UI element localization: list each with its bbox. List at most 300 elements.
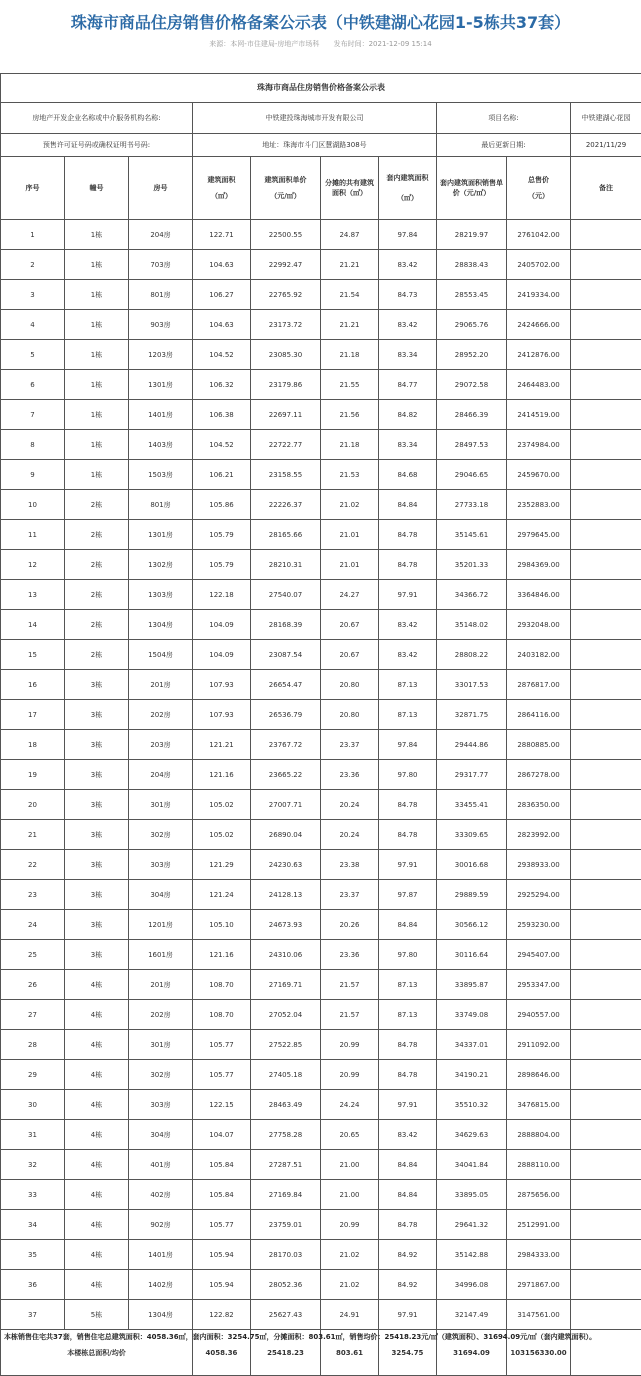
table-cell: 121.21 (193, 730, 251, 760)
table-cell: 21.54 (321, 280, 379, 310)
table-cell: 20.67 (321, 610, 379, 640)
table-cell: 15 (1, 640, 65, 670)
table-cell: 11 (1, 520, 65, 550)
table-cell: 30566.12 (437, 910, 507, 940)
table-row (1, 1030, 641, 1060)
table-cell: 21.02 (321, 1240, 379, 1270)
table-cell: 4栋 (65, 1150, 129, 1180)
table-row (1, 1090, 641, 1120)
table-row (1, 940, 641, 970)
table-cell: 23767.72 (251, 730, 321, 760)
table-cell: 28210.31 (251, 550, 321, 580)
table-cell: 22765.92 (251, 280, 321, 310)
table-cell: 87.13 (379, 700, 437, 730)
table-cell: 84.78 (379, 820, 437, 850)
table-cell: 21.01 (321, 520, 379, 550)
table-cell: 4栋 (65, 1000, 129, 1030)
table-cell: 23.36 (321, 940, 379, 970)
table-cell: 84.78 (379, 550, 437, 580)
table-cell: 3栋 (65, 850, 129, 880)
table-cell: 87.13 (379, 670, 437, 700)
table-cell: 105.94 (193, 1270, 251, 1300)
table-cell: 304房 (129, 1120, 193, 1150)
table-cell: 2932048.00 (507, 610, 571, 640)
remark-cell (571, 1180, 641, 1210)
table-cell: 202房 (129, 700, 193, 730)
header-total-unit: （元） (509, 191, 568, 201)
table-cell: 83.42 (379, 1120, 437, 1150)
remark-cell (571, 580, 641, 610)
remark-cell (571, 970, 641, 1000)
table-cell: 97.87 (379, 880, 437, 910)
table-cell: 84.92 (379, 1270, 437, 1300)
table-cell: 27540.07 (251, 580, 321, 610)
remark-cell (571, 1210, 641, 1240)
table-cell: 23085.30 (251, 340, 321, 370)
table-row (1, 1180, 641, 1210)
table-cell: 23 (1, 880, 65, 910)
table-row (1, 1210, 641, 1240)
table-cell: 97.84 (379, 220, 437, 250)
table-cell: 1504房 (129, 640, 193, 670)
summary-inner-area: 3254.75 (379, 1330, 437, 1376)
table-row (1, 220, 641, 250)
table-cell: 34041.84 (437, 1150, 507, 1180)
table-cell: 3栋 (65, 730, 129, 760)
table-cell: 1601房 (129, 940, 193, 970)
table-cell: 105.79 (193, 520, 251, 550)
table-cell: 1 (1, 220, 65, 250)
table-cell: 22697.11 (251, 400, 321, 430)
permit-label: 预售许可证号码或确权证明书号码: (1, 134, 193, 157)
table-cell: 2888804.00 (507, 1120, 571, 1150)
table-cell: 105.94 (193, 1240, 251, 1270)
header-room: 房号 (129, 157, 193, 220)
table-cell: 122.82 (193, 1300, 251, 1330)
table-cell: 2938933.00 (507, 850, 571, 880)
table-cell: 28463.49 (251, 1090, 321, 1120)
table-cell: 84.73 (379, 280, 437, 310)
remark-cell (571, 430, 641, 460)
table-cell: 31 (1, 1120, 65, 1150)
table-cell: 105.84 (193, 1150, 251, 1180)
table-cell: 105.77 (193, 1030, 251, 1060)
table-cell: 97.91 (379, 580, 437, 610)
table-cell: 28952.20 (437, 340, 507, 370)
table-row (1, 1240, 641, 1270)
table-cell: 23158.55 (251, 460, 321, 490)
table-cell: 20.99 (321, 1210, 379, 1240)
table-cell: 1栋 (65, 400, 129, 430)
table-cell: 16 (1, 670, 65, 700)
table-cell: 6 (1, 370, 65, 400)
table-cell: 3364846.00 (507, 580, 571, 610)
table-cell: 2栋 (65, 550, 129, 580)
header-area-unit: （㎡） (195, 191, 248, 201)
table-cell: 1栋 (65, 310, 129, 340)
remark-cell (571, 520, 641, 550)
remark-cell (571, 850, 641, 880)
table-cell: 33309.65 (437, 820, 507, 850)
remark-cell (571, 700, 641, 730)
table-cell: 32 (1, 1150, 65, 1180)
table-cell: 23.37 (321, 730, 379, 760)
table-cell: 9 (1, 460, 65, 490)
table-cell: 121.16 (193, 760, 251, 790)
header-unit-price (251, 157, 321, 220)
table-cell: 2459670.00 (507, 460, 571, 490)
table-cell: 2911092.00 (507, 1030, 571, 1060)
table-cell: 97.91 (379, 850, 437, 880)
table-cell: 13 (1, 580, 65, 610)
table-cell: 23.36 (321, 760, 379, 790)
table-row (1, 520, 641, 550)
table-cell: 1401房 (129, 400, 193, 430)
table-cell: 19 (1, 760, 65, 790)
table-cell: 2593230.00 (507, 910, 571, 940)
table-cell: 23.37 (321, 880, 379, 910)
table-row (1, 340, 641, 370)
table-cell: 36 (1, 1270, 65, 1300)
summary-total: 103156330.00 (507, 1330, 571, 1376)
table-cell: 4栋 (65, 970, 129, 1000)
table-cell: 23087.54 (251, 640, 321, 670)
project-label: 项目名称: (437, 103, 571, 134)
address-value: 地址：珠海市斗门区慧湖路308号 (193, 134, 437, 157)
table-cell: 402房 (129, 1180, 193, 1210)
table-cell: 1栋 (65, 340, 129, 370)
table-cell: 2栋 (65, 490, 129, 520)
remark-cell (571, 550, 641, 580)
table-cell: 3栋 (65, 880, 129, 910)
table-cell: 32871.75 (437, 700, 507, 730)
header-total (507, 157, 571, 220)
table-cell: 24128.13 (251, 880, 321, 910)
table-cell: 84.82 (379, 400, 437, 430)
table-cell: 1201房 (129, 910, 193, 940)
table-cell: 2栋 (65, 580, 129, 610)
remark-cell (571, 1060, 641, 1090)
summary-unit-price: 25418.23 (251, 1330, 321, 1376)
table-cell: 97.80 (379, 940, 437, 970)
header-shared: 分摊的共有建筑面积（㎡） (321, 157, 379, 220)
remark-cell (571, 940, 641, 970)
table-cell: 22500.55 (251, 220, 321, 250)
table-cell: 703房 (129, 250, 193, 280)
table-cell: 84.92 (379, 1240, 437, 1270)
remark-cell (571, 490, 641, 520)
table-cell: 84.77 (379, 370, 437, 400)
table-cell: 2405702.00 (507, 250, 571, 280)
table-row (1, 700, 641, 730)
project-value: 中铁建湖心花园 (571, 103, 641, 134)
table-row (1, 970, 641, 1000)
table-cell: 24673.93 (251, 910, 321, 940)
table-row (1, 910, 641, 940)
remark-cell (571, 730, 641, 760)
table-cell: 105.10 (193, 910, 251, 940)
table-cell: 22 (1, 850, 65, 880)
table-cell: 20.67 (321, 640, 379, 670)
remark-cell (571, 1000, 641, 1030)
table-row (1, 490, 641, 520)
table-cell: 1203房 (129, 340, 193, 370)
table-cell: 105.84 (193, 1180, 251, 1210)
table-cell: 104.63 (193, 250, 251, 280)
summary-area: 4058.36 (193, 1330, 251, 1376)
remark-cell (571, 220, 641, 250)
table-cell: 104.52 (193, 430, 251, 460)
table-cell: 33 (1, 1180, 65, 1210)
remark-cell (571, 1120, 641, 1150)
table-cell: 21.55 (321, 370, 379, 400)
table-cell: 104.09 (193, 610, 251, 640)
table-cell: 27287.51 (251, 1150, 321, 1180)
table-cell: 35148.02 (437, 610, 507, 640)
table-cell: 3 (1, 280, 65, 310)
table-cell: 28219.97 (437, 220, 507, 250)
table-cell: 3栋 (65, 760, 129, 790)
table-cell: 87.13 (379, 970, 437, 1000)
table-cell: 32147.49 (437, 1300, 507, 1330)
table-cell: 27758.28 (251, 1120, 321, 1150)
table-cell: 2888110.00 (507, 1150, 571, 1180)
table-cell: 97.84 (379, 730, 437, 760)
table-cell: 2419334.00 (507, 280, 571, 310)
table-cell: 25627.43 (251, 1300, 321, 1330)
table-row (1, 1120, 641, 1150)
table-cell: 203房 (129, 730, 193, 760)
table-cell: 21.53 (321, 460, 379, 490)
table-cell: 121.16 (193, 940, 251, 970)
table-cell: 28553.45 (437, 280, 507, 310)
table-cell: 20.99 (321, 1060, 379, 1090)
table-cell: 2823992.00 (507, 820, 571, 850)
table-cell: 801房 (129, 490, 193, 520)
table-cell: 3栋 (65, 700, 129, 730)
table-cell: 34996.08 (437, 1270, 507, 1300)
table-cell: 83.42 (379, 640, 437, 670)
table-cell: 24.91 (321, 1300, 379, 1330)
table-cell: 27 (1, 1000, 65, 1030)
table-cell: 2940557.00 (507, 1000, 571, 1030)
table-cell: 28165.66 (251, 520, 321, 550)
header-area (193, 157, 251, 220)
table-cell: 1401房 (129, 1240, 193, 1270)
table-cell: 27169.71 (251, 970, 321, 1000)
table-row (1, 460, 641, 490)
table-cell: 20.24 (321, 820, 379, 850)
table-cell: 201房 (129, 670, 193, 700)
header-inner-area-unit: （㎡） (381, 193, 434, 203)
table-cell: 34366.72 (437, 580, 507, 610)
table-cell: 1301房 (129, 520, 193, 550)
table-cell: 27733.18 (437, 490, 507, 520)
table-cell: 104.07 (193, 1120, 251, 1150)
table-cell: 2栋 (65, 640, 129, 670)
table-cell: 108.70 (193, 1000, 251, 1030)
table-cell: 29641.32 (437, 1210, 507, 1240)
table-cell: 106.32 (193, 370, 251, 400)
remark-cell (571, 670, 641, 700)
table-cell: 4栋 (65, 1240, 129, 1270)
table-cell: 105.86 (193, 490, 251, 520)
table-cell: 1302房 (129, 550, 193, 580)
table-cell: 27007.71 (251, 790, 321, 820)
remark-cell (571, 1150, 641, 1180)
table-cell: 83.42 (379, 250, 437, 280)
table-cell: 10 (1, 490, 65, 520)
table-cell: 202房 (129, 1000, 193, 1030)
table-cell: 84.84 (379, 490, 437, 520)
table-cell: 302房 (129, 1060, 193, 1090)
table-cell: 4栋 (65, 1060, 129, 1090)
table-cell: 18 (1, 730, 65, 760)
table-cell: 24230.63 (251, 850, 321, 880)
table-cell: 2424666.00 (507, 310, 571, 340)
table-cell: 2971867.00 (507, 1270, 571, 1300)
header-remark: 备注 (571, 157, 641, 220)
table-cell: 84.78 (379, 520, 437, 550)
table-cell: 2945407.00 (507, 940, 571, 970)
table-cell: 28 (1, 1030, 65, 1060)
table-cell: 903房 (129, 310, 193, 340)
remark-cell (571, 340, 641, 370)
table-cell: 301房 (129, 790, 193, 820)
table-cell: 3栋 (65, 820, 129, 850)
table-cell: 29072.58 (437, 370, 507, 400)
table-cell: 28808.22 (437, 640, 507, 670)
table-cell: 1栋 (65, 280, 129, 310)
table-cell: 29444.86 (437, 730, 507, 760)
table-cell: 20.80 (321, 670, 379, 700)
table-cell: 204房 (129, 760, 193, 790)
table-cell: 104.63 (193, 310, 251, 340)
table-row (1, 1300, 641, 1330)
table-row (1, 670, 641, 700)
table-cell: 121.29 (193, 850, 251, 880)
remark-cell (571, 1030, 641, 1060)
remark-cell (571, 1270, 641, 1300)
table-cell: 97.91 (379, 1090, 437, 1120)
table-cell: 5栋 (65, 1300, 129, 1330)
table-row (1, 640, 641, 670)
header-building: 幢号 (65, 157, 129, 220)
remark-cell (571, 1300, 641, 1330)
table-cell: 24.24 (321, 1090, 379, 1120)
remark-cell (571, 250, 641, 280)
table-cell: 24310.06 (251, 940, 321, 970)
table-cell: 33895.87 (437, 970, 507, 1000)
table-cell: 29065.76 (437, 310, 507, 340)
table-row (1, 760, 641, 790)
table-cell: 104.09 (193, 640, 251, 670)
table-cell: 23759.01 (251, 1210, 321, 1240)
price-table (0, 73, 641, 1376)
table-cell: 22722.77 (251, 430, 321, 460)
table-cell: 28838.43 (437, 250, 507, 280)
table-cell: 4栋 (65, 1270, 129, 1300)
table-cell: 28168.39 (251, 610, 321, 640)
table-row (1, 1150, 641, 1180)
table-cell: 33749.08 (437, 1000, 507, 1030)
table-cell: 2864116.00 (507, 700, 571, 730)
table-cell: 23665.22 (251, 760, 321, 790)
table-cell: 107.93 (193, 670, 251, 700)
header-inner-area (379, 157, 437, 220)
table-cell: 84.78 (379, 790, 437, 820)
table-cell: 84.84 (379, 910, 437, 940)
table-row (1, 310, 641, 340)
table-cell: 23.38 (321, 850, 379, 880)
table-cell: 2984333.00 (507, 1240, 571, 1270)
table-cell: 4栋 (65, 1210, 129, 1240)
table-cell: 105.77 (193, 1060, 251, 1090)
table-cell: 84.68 (379, 460, 437, 490)
table-cell: 105.79 (193, 550, 251, 580)
table-row (1, 880, 641, 910)
header-inner-area-label: 套内建筑面积 (381, 173, 434, 183)
table-cell: 21.02 (321, 490, 379, 520)
page-title: 珠海市商品住房销售价格备案公示表（中铁建湖心花园1-5栋共37套） (0, 10, 641, 33)
remark-cell (571, 1240, 641, 1270)
table-cell: 122.71 (193, 220, 251, 250)
table-cell: 22992.47 (251, 250, 321, 280)
table-row (1, 730, 641, 760)
table-cell: 26890.04 (251, 820, 321, 850)
table-cell: 3476815.00 (507, 1090, 571, 1120)
table-cell: 1403房 (129, 430, 193, 460)
table-cell: 106.38 (193, 400, 251, 430)
table-cell: 28170.03 (251, 1240, 321, 1270)
table-row (1, 850, 641, 880)
table-cell: 2栋 (65, 520, 129, 550)
table-row (1, 280, 641, 310)
table-cell: 21.02 (321, 1270, 379, 1300)
table-cell: 21.01 (321, 550, 379, 580)
table-cell: 3栋 (65, 670, 129, 700)
table-cell: 21 (1, 820, 65, 850)
table-cell: 26536.79 (251, 700, 321, 730)
update-label: 最后更新日期: (437, 134, 571, 157)
table-cell: 34337.01 (437, 1030, 507, 1060)
table-cell: 2925294.00 (507, 880, 571, 910)
developer-value: 中铁建投珠海城市开发有限公司 (193, 103, 437, 134)
table-cell: 303房 (129, 850, 193, 880)
table-cell: 201房 (129, 970, 193, 1000)
table-cell: 2512991.00 (507, 1210, 571, 1240)
table-cell: 304房 (129, 880, 193, 910)
table-cell: 34629.63 (437, 1120, 507, 1150)
table-cell: 83.42 (379, 610, 437, 640)
table-cell: 26 (1, 970, 65, 1000)
table-cell: 28497.53 (437, 430, 507, 460)
table-cell: 1304房 (129, 1300, 193, 1330)
table-cell: 1303房 (129, 580, 193, 610)
publish-time: 发布时间：2021-12-09 15:14 (334, 40, 432, 48)
table-cell: 1503房 (129, 460, 193, 490)
table-cell: 27052.04 (251, 1000, 321, 1030)
table-cell: 3栋 (65, 940, 129, 970)
table-cell: 23179.86 (251, 370, 321, 400)
developer-label: 房地产开发企业名称或中介服务机构名称: (1, 103, 193, 134)
table-cell: 34190.21 (437, 1060, 507, 1090)
table-cell: 2761042.00 (507, 220, 571, 250)
table-cell: 24 (1, 910, 65, 940)
table-cell: 1301房 (129, 370, 193, 400)
table-cell: 29889.59 (437, 880, 507, 910)
table-cell: 1栋 (65, 430, 129, 460)
